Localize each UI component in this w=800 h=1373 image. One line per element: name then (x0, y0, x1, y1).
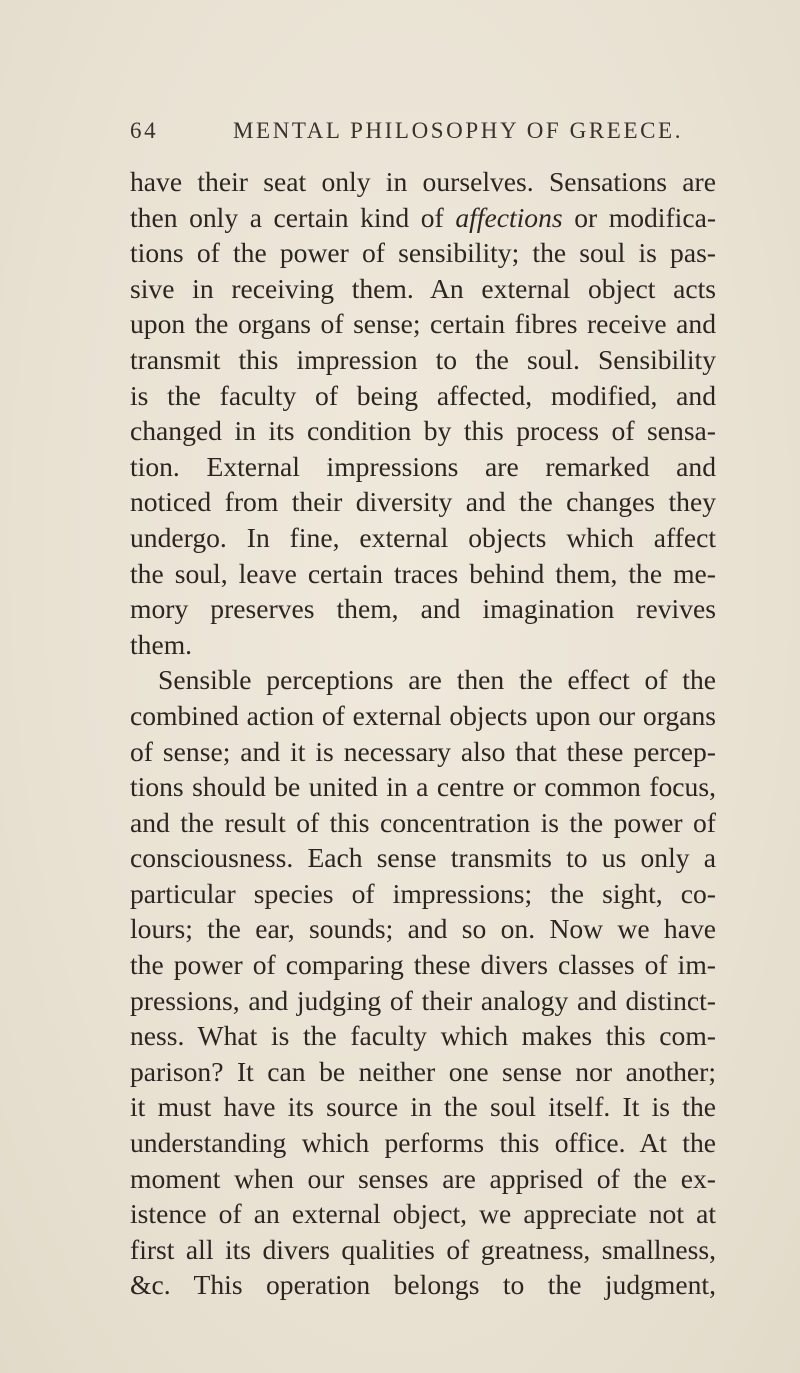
text-line: istence of an external object, we appreciate not at (130, 1198, 716, 1230)
running-title: MENTAL PHILOSOPHY OF GREECE. (233, 118, 684, 143)
text-line: and the result of this concentration is the power of (130, 806, 716, 838)
running-head (130, 118, 716, 158)
text-line: tions should be united in a centre or common focus, (130, 771, 716, 803)
text-line: parison? It can be neither one sense nor another; (130, 1055, 716, 1087)
text-line: is the faculty of being affected, modified, and (130, 379, 716, 411)
text-line: have their seat only in ourselves. Sensations are (130, 166, 716, 197)
text-line: sive in receiving them. An external object acts (130, 272, 716, 304)
text-line: particular species of impressions; the sight, co- (130, 877, 716, 909)
text-line: understanding which performs this office. At the (130, 1127, 716, 1159)
text-line: undergo. In fine, external objects which affect (130, 521, 716, 553)
text-line: it must have its source in the soul itself. It is the (130, 1091, 716, 1123)
text-line: the soul, leave certain traces behind them, the me- (130, 557, 716, 589)
text-line: the power of comparing these divers classes of im- (130, 949, 716, 981)
text-line: combined action of external objects upon our organs (130, 699, 716, 731)
text-line: upon the organs of sense; certain fibres receive and (130, 308, 716, 340)
emphasis-affections: affections (455, 201, 563, 233)
text-line: changed in its condition by this process of sensa- (130, 415, 716, 447)
text-line: then only a certain kind of affections or modifica- (130, 201, 717, 233)
text-line: pressions, and judging of their analogy and distinct- (130, 984, 716, 1016)
body-text (130, 164, 716, 1303)
paragraph-2 (130, 662, 716, 1303)
paragraph-1 (130, 164, 716, 662)
text-line: ness. What is the faculty which makes this com- (130, 1020, 716, 1052)
page-number: 64 (130, 118, 159, 143)
text-line: mory preserves them, and imagination revives (130, 593, 716, 625)
text-line: &c. This operation belongs to the judgment, (130, 1269, 716, 1301)
text-line: first all its divers qualities of greatness, smallness, (130, 1233, 716, 1265)
text-line: lours; the ear, sounds; and so on. Now we have (130, 913, 716, 945)
text-line: tion. External impressions are remarked and (130, 450, 716, 482)
text-line: of sense; and it is necessary also that these percep- (130, 735, 716, 767)
text-line: tions of the power of sensibility; the soul is pas- (130, 237, 716, 269)
text-line: noticed from their diversity and the changes they (130, 486, 716, 518)
text-line: consciousness. Each sense transmits to us only a (130, 842, 716, 874)
text-line: them. (130, 628, 193, 660)
text-line: transmit this impression to the soul. Sensibility (130, 343, 716, 375)
text-line: moment when our senses are apprised of the ex- (130, 1162, 716, 1194)
text-line: Sensible perceptions are then the effect of the (158, 664, 716, 696)
